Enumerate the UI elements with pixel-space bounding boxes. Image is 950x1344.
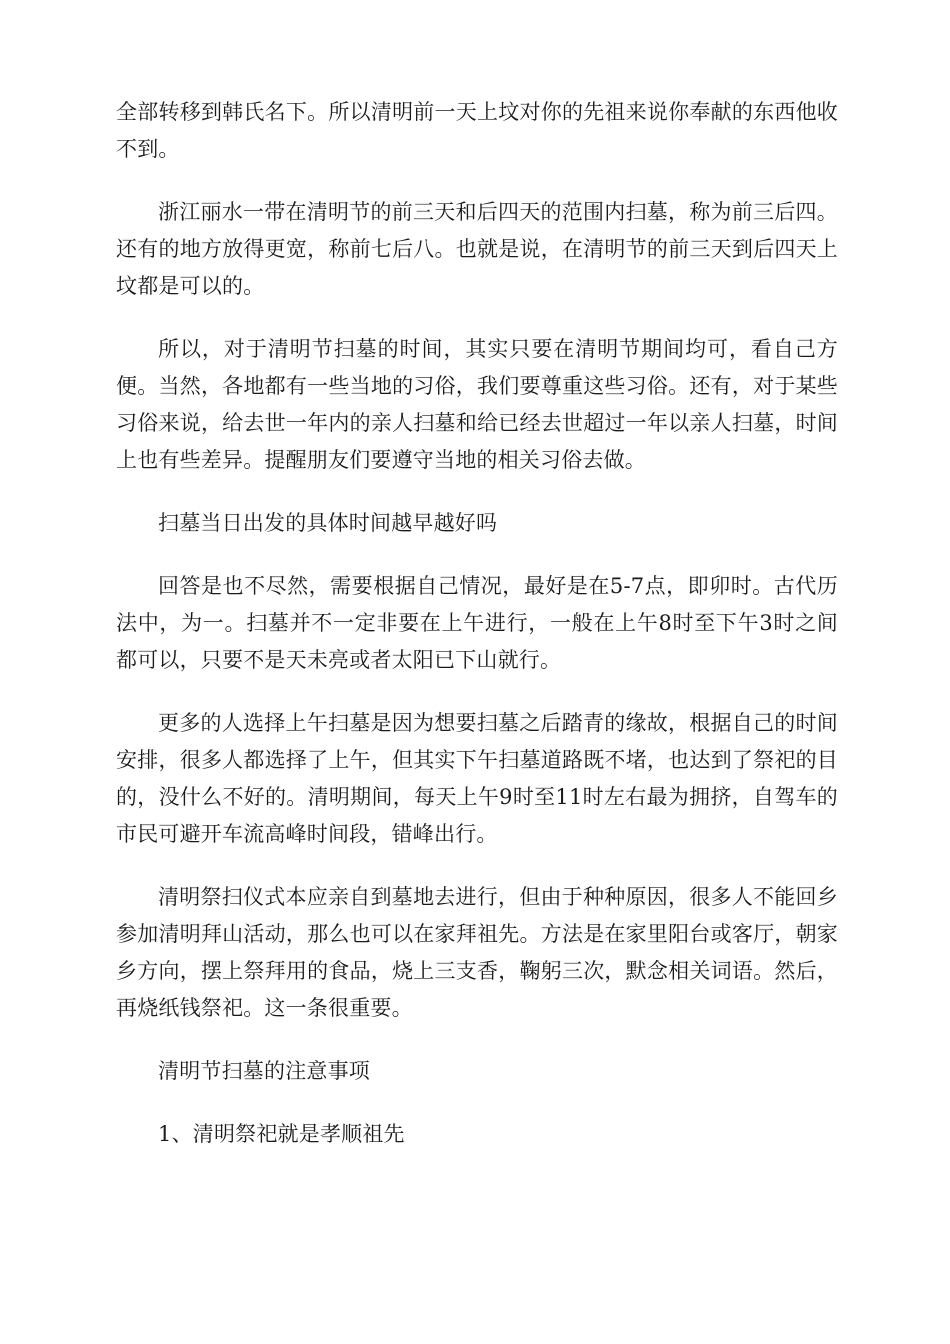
paragraph-home-worship: 清明祭扫仪式本应亲自到墓地去进行，但由于种种原因，很多人不能回乡参加清明拜山活动，那么也可以在家拜祖先。方法是在家里阳台或客厅，朝家乡方向，摆上祭拜用的食品，烧上三支香，鞠躬三次，默念相关词语。然后，再烧纸钱祭祀。这一条很重要。 (116, 885, 838, 1020)
list-item-1: 1、清明祭祀就是孝顺祖先 (158, 1122, 405, 1146)
section-heading-departure-time: 扫墓当日出发的具体时间越早越好吗 (158, 511, 498, 535)
paragraph-lishui-custom: 浙江丽水一带在清明节的前三天和后四天的范围内扫墓，称为前三后四。还有的地方放得更宽，称前七后八。也就是说，在清明节的前三天到后四天上坟都是可以的。 (116, 200, 838, 298)
paragraph-departure-answer: 回答是也不尽然，需要根据自己情况，最好是在5-7点，即卯时。古代历法中，为一。扫墓并不一定非要在上午进行，一般在上午8时至下午3时之间都可以，只要不是天未亮或者太阳已下山就行。 (116, 574, 838, 672)
paragraph-timing-summary: 所以，对于清明节扫墓的时间，其实只要在清明节期间均可，看自己方便。当然，各地都有一些当地的习俗，我们要尊重这些习俗。还有，对于某些习俗来说，给去世一年内的亲人扫墓和给已经去世超过一年以亲人扫墓，时间上也有些差异。提醒朋友们要遵守当地的相关习俗去做。 (116, 337, 838, 472)
paragraph-morning-choice: 更多的人选择上午扫墓是因为想要扫墓之后踏青的缘故，根据自己的时间安排，很多人都选择了上午，但其实下午扫墓道路既不堵，也达到了祭祀的目的，没什么不好的。清明期间，每天上午9时至11时左右最为拥挤，自驾车的市民可避开车流高峰时间段，错峰出行。 (116, 711, 838, 846)
section-heading-precautions: 清明节扫墓的注意事项 (158, 1059, 370, 1083)
document-body (116, 94, 838, 1179)
paragraph-continued: 全部转移到韩氏名下。所以清明前一天上坟对你的先祖来说你奉献的东西他收不到。 (116, 100, 838, 161)
